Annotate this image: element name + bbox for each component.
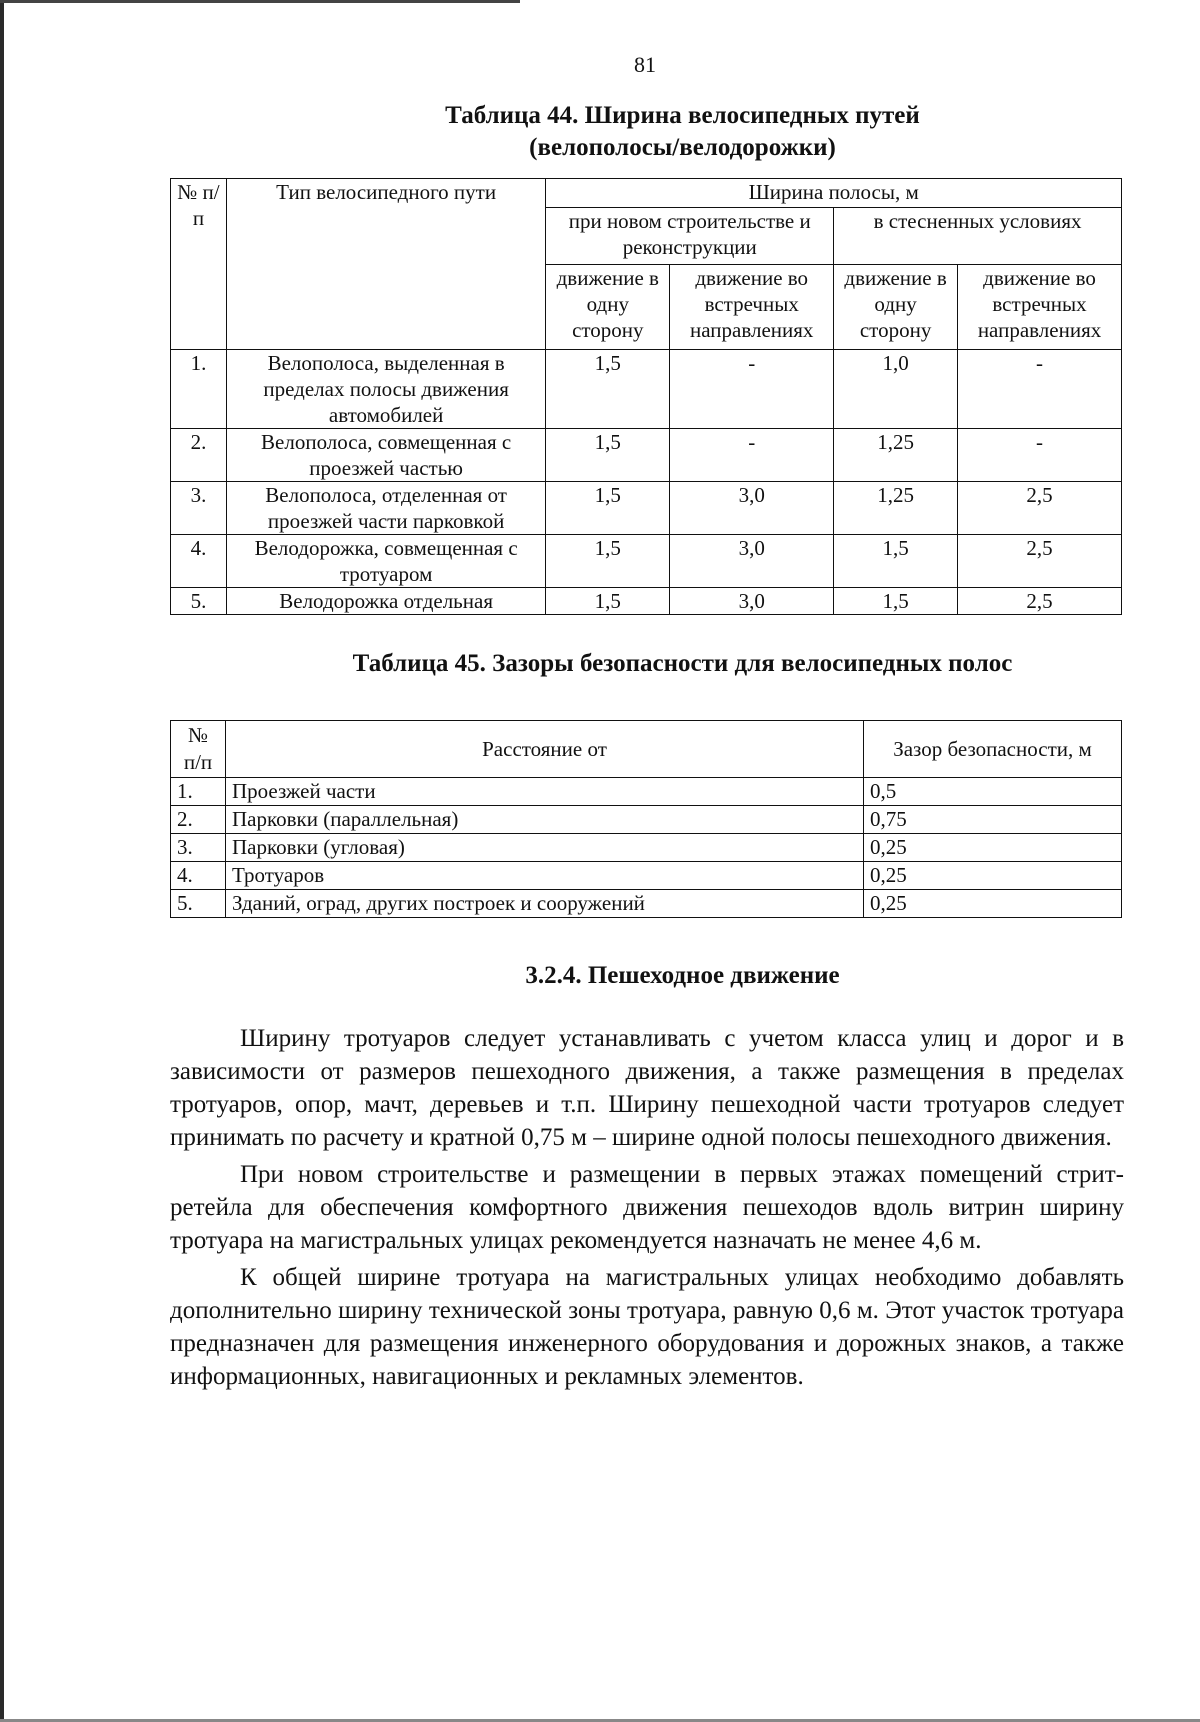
scan-top-edge — [0, 0, 520, 3]
table44-cell-new-two-way: 3,0 — [670, 482, 834, 535]
table44-header-type: Тип велосипедного пути — [226, 179, 545, 350]
table44-cell-tight-two-way: - — [958, 350, 1122, 429]
table44-cell-num: 1. — [171, 350, 227, 429]
paragraph: При новом строительстве и размещении в первых этажах помещений стрит-ретейла для обеспечения комфортного движения пешеходов вдоль витрин ширину тротуара на магистральных улицах рекомендуется назначать не менее 4,6 м. — [170, 1161, 1124, 1254]
table44-cell-type: Велополоса, выделенная в пределах полосы движения автомобилей — [226, 350, 545, 429]
table44-cell-new-one-way: 1,5 — [546, 350, 670, 429]
table44-cell-num: 5. — [171, 588, 227, 615]
table44-row — [171, 429, 1122, 482]
table45-cell-num: 2. — [171, 806, 226, 834]
table44-header-tight-one-way: движение в одну сторону — [834, 265, 958, 350]
table45-cell-num: 4. — [171, 862, 226, 890]
table44-cell-num: 2. — [171, 429, 227, 482]
table44-cell-type: Велополоса, отделенная от проезжей части парковкой — [226, 482, 545, 535]
table44-title — [170, 100, 1195, 164]
table44-header-width: Ширина полосы, м — [546, 179, 1122, 208]
table44-cell-tight-one-way: 1,25 — [834, 482, 958, 535]
table44-title-line1: Таблица 44. Ширина велосипедных путей — [445, 102, 920, 129]
table44-row — [171, 350, 1122, 429]
paragraph: К общей ширине тротуара на магистральных улицах необходимо добавлять дополнительно ширину технической зоны тротуара, равную 0,6 м. Этот участок тротуара предназначен для размещения инженерного оборудования и дорожных знаков, а также информационных, навигационных и рекламных элементов. — [170, 1264, 1124, 1390]
table45-row — [171, 862, 1122, 890]
table44-cell-new-one-way: 1,5 — [546, 535, 670, 588]
table45-row — [171, 834, 1122, 862]
table45-cell-gap: 0,5 — [864, 778, 1122, 806]
table44-header-new: при новом строительстве и реконструкции — [546, 208, 834, 265]
scan-left-edge — [0, 0, 4, 1722]
table44-cell-new-one-way: 1,5 — [546, 482, 670, 535]
table44-cell-num: 4. — [171, 535, 227, 588]
table45-header-num: № п/п — [171, 721, 226, 778]
table44-cell-type: Велодорожка, совмещенная с тротуаром — [226, 535, 545, 588]
paragraph: Ширину тротуаров следует устанавливать с учетом класса улиц и дорог и в зависимости от размеров пешеходного движения, а также размещения в пределах тротуаров, опор, мачт, деревьев и т.п. Ширину пешеходной части тротуаров следует принимать по расчету и кратной 0,75 м – ширине одной полосы пешеходного движения. — [170, 1025, 1124, 1151]
table45-cell-gap: 0,25 — [864, 862, 1122, 890]
table45-cell-num: 3. — [171, 834, 226, 862]
table45-cell-num: 1. — [171, 778, 226, 806]
table44-title-line2: (велополосы/велодорожки) — [529, 134, 836, 161]
table44-cell-new-one-way: 1,5 — [546, 429, 670, 482]
table44-cell-num: 3. — [171, 482, 227, 535]
table44-cell-tight-two-way: 2,5 — [958, 482, 1122, 535]
table44-row — [171, 482, 1122, 535]
table44-cell-tight-two-way: 2,5 — [958, 535, 1122, 588]
table44-cell-type: Велополоса, совмещенная с проезжей частью — [226, 429, 545, 482]
table44-row — [171, 588, 1122, 615]
table44 — [170, 178, 1122, 615]
table44-cell-new-two-way: - — [670, 429, 834, 482]
table44-header-new-two-way: движение во встречных направлениях — [670, 265, 834, 350]
table44-cell-type: Велодорожка отдельная — [226, 588, 545, 615]
table45-cell-from: Тротуаров — [226, 862, 864, 890]
table44-cell-new-one-way: 1,5 — [546, 588, 670, 615]
table44-header-new-one-way: движение в одну сторону — [546, 265, 670, 350]
table45-title: Таблица 45. Зазоры безопасности для велосипедных полос — [352, 650, 1013, 677]
table45-row — [171, 778, 1122, 806]
table45-cell-from: Зданий, оград, других построек и сооружений — [226, 890, 864, 918]
table45-cell-gap: 0,25 — [864, 834, 1122, 862]
table44-cell-tight-one-way: 1,0 — [834, 350, 958, 429]
table45-cell-gap: 0,75 — [864, 806, 1122, 834]
section-heading: 3.2.4. Пешеходное движение — [525, 962, 840, 989]
table45-header-gap: Зазор безопасности, м — [864, 721, 1122, 778]
table45 — [170, 720, 1122, 918]
table45-row — [171, 890, 1122, 918]
table44-cell-tight-one-way: 1,25 — [834, 429, 958, 482]
table44-cell-tight-one-way: 1,5 — [834, 535, 958, 588]
table45-header-from: Расстояние от — [226, 721, 864, 778]
table44-cell-tight-two-way: - — [958, 429, 1122, 482]
table45-cell-num: 5. — [171, 890, 226, 918]
table45-cell-from: Парковки (угловая) — [226, 834, 864, 862]
table44-cell-new-two-way: 3,0 — [670, 535, 834, 588]
table44-row — [171, 535, 1122, 588]
table44-header-num: № п/п — [171, 179, 227, 350]
table44-cell-new-two-way: 3,0 — [670, 588, 834, 615]
table45-cell-from: Парковки (параллельная) — [226, 806, 864, 834]
page-number: 81 — [634, 52, 656, 77]
table44-cell-new-two-way: - — [670, 350, 834, 429]
table44-header-tight-two-way: движение во встречных направлениях — [958, 265, 1122, 350]
table45-cell-gap: 0,25 — [864, 890, 1122, 918]
table45-row — [171, 806, 1122, 834]
table44-cell-tight-one-way: 1,5 — [834, 588, 958, 615]
table44-cell-tight-two-way: 2,5 — [958, 588, 1122, 615]
table44-header-tight: в стесненных условиях — [834, 208, 1122, 265]
table45-cell-from: Проезжей части — [226, 778, 864, 806]
section-body — [170, 1022, 1124, 1393]
